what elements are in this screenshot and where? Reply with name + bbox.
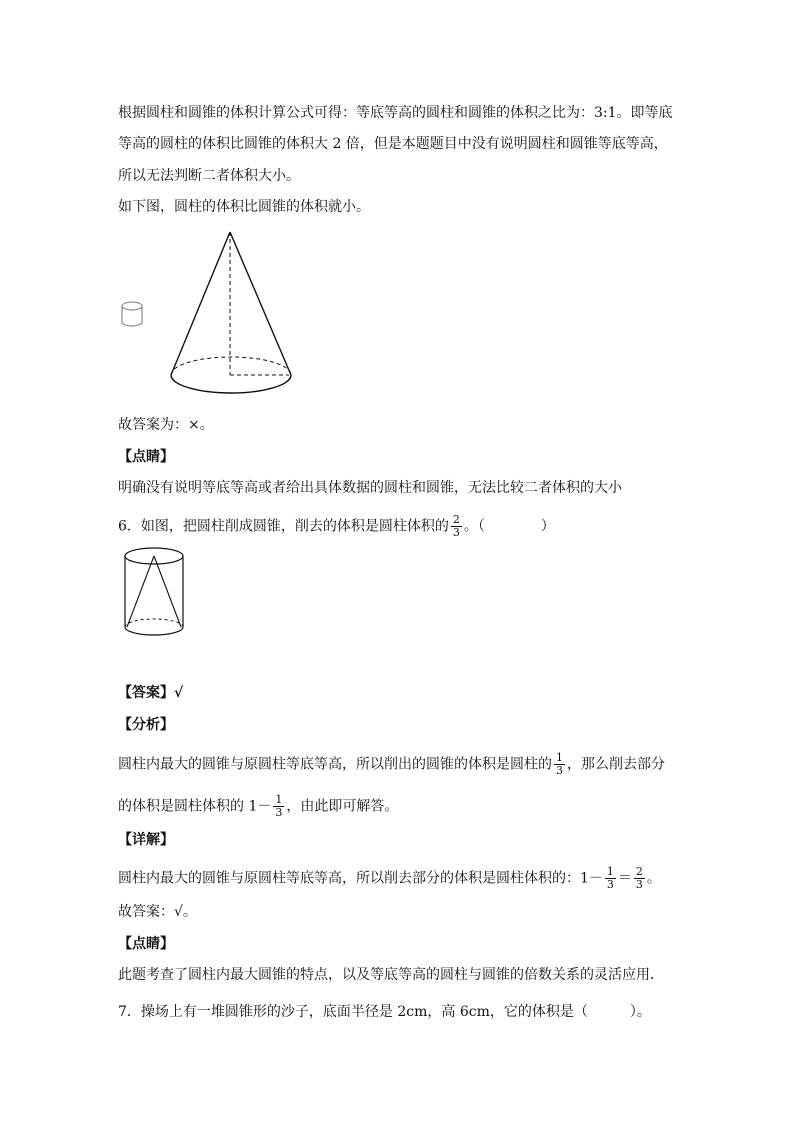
fenxi-line-2-fraction xyxy=(273,794,284,819)
large-cone-figure xyxy=(165,228,300,398)
xiangjie-equals: ＝ xyxy=(617,870,632,887)
para-line-4: 如下图，圆柱的体积比圆锥的体积就小。 xyxy=(118,199,370,215)
small-cylinder-figure xyxy=(120,300,146,330)
cylinder-cone-figure xyxy=(122,545,188,640)
q6-stem-suffix: 。（ ） xyxy=(463,518,555,535)
fraction-denominator: 3 xyxy=(606,878,614,891)
q6-fenxi-line-2 xyxy=(118,794,398,819)
q6-fenxi-line-1 xyxy=(118,752,665,777)
q6-answer-tag: 【答案】√ xyxy=(118,685,184,701)
q5-dianjing-tag: 【点睛】 xyxy=(118,449,174,465)
q6-xiangjie-line xyxy=(118,866,661,891)
para-line-3: 所以无法判断二者体积大小。 xyxy=(118,168,300,184)
fraction-denominator: 3 xyxy=(275,806,283,819)
q5-dianjing-text: 明确没有说明等底等高或者给出具体数据的圆柱和圆锥，无法比较二者体积的大小 xyxy=(118,480,622,496)
xiangjie-prefix: 圆柱内最大的圆锥与原圆柱等底等高，所以削去部分的体积是圆柱体积的：1－ xyxy=(118,870,603,887)
fraction-denominator: 3 xyxy=(452,526,460,539)
fenxi-line-2-prefix: 的体积是圆柱体积的 1－ xyxy=(118,798,272,815)
q6-stem-fraction xyxy=(451,514,462,539)
fraction-denominator: 3 xyxy=(635,878,643,891)
fenxi-line-1-suffix: ，那么削去部分 xyxy=(567,756,665,773)
q6-stem xyxy=(118,514,555,539)
xiangjie-fraction-1 xyxy=(605,866,616,891)
para-line-2: 等高的圆柱的体积比圆锥的体积大 2 倍，但是本题题目中没有说明圆柱和圆锥等底等高， xyxy=(118,136,668,152)
fenxi-line-1-prefix: 圆柱内最大的圆锥与原圆柱等底等高，所以削出的圆锥的体积是圆柱的 xyxy=(118,756,552,773)
xiangjie-suffix: 。 xyxy=(646,870,661,887)
fenxi-fraction xyxy=(554,752,565,777)
fraction-numerator: 1 xyxy=(606,865,614,878)
fraction-numerator: 1 xyxy=(275,793,283,806)
fenxi-line-2-suffix: ，由此即可解答。 xyxy=(286,798,399,815)
q7-stem: 7．操场上有一堆圆锥形的沙子，底面半径是 2cm，高 6cm，它的体积是（ ）。 xyxy=(118,1004,651,1020)
q6-fenxi-tag: 【分析】 xyxy=(118,717,174,733)
q6-xiangjie-tag: 【详解】 xyxy=(118,832,174,848)
fraction-numerator: 1 xyxy=(556,751,563,764)
q6-dianjing-text: 此题考查了圆柱内最大圆锥的特点，以及等底等高的圆柱与圆锥的倍数关系的灵活应用． xyxy=(118,967,664,983)
fraction-numerator: 2 xyxy=(452,513,460,526)
fraction-denominator: 3 xyxy=(556,764,563,777)
para-line-1: 根据圆柱和圆锥的体积计算公式可得：等底等高的圆柱和圆锥的体积之比为：3:1。即等底 xyxy=(118,105,673,121)
q6-answer-line: 故答案：√。 xyxy=(118,904,197,920)
q5-answer-line: 故答案为：×。 xyxy=(118,417,214,433)
q6-dianjing-tag: 【点睛】 xyxy=(118,936,174,952)
q6-stem-prefix: 6．如图，把圆柱削成圆锥，削去的体积是圆柱体积的 xyxy=(118,518,449,535)
fraction-numerator: 2 xyxy=(635,865,643,878)
xiangjie-fraction-2 xyxy=(634,866,645,891)
